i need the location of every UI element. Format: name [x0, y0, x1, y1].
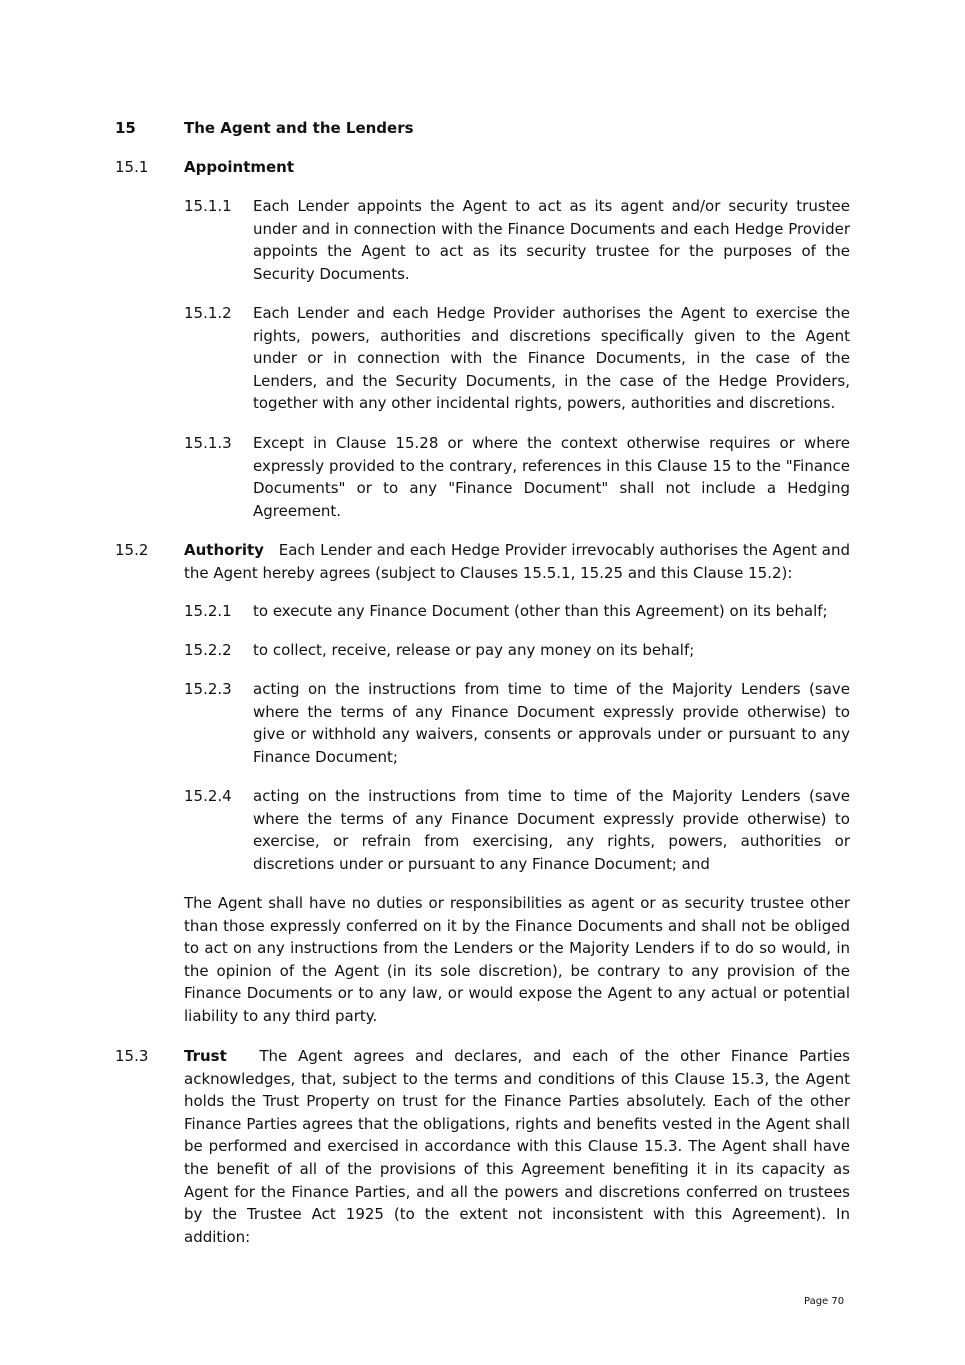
- clause-15-1-number: 15.1: [115, 158, 149, 176]
- clause-15-2-title: Authority: [184, 541, 264, 559]
- clause-15-1-3-number: 15.1.3: [184, 434, 232, 452]
- clause-15-1-title: Appointment: [184, 158, 295, 176]
- clause-15-3-text: The Agent agrees and declares, and each of the other Finance Parties acknowledges, that, subject to the terms and conditions of this Clause 15.3, the Agent holds the Trust Property on trust for the Finance Parties absolutely. Each of the other Finance Parties agrees that the obligations, rights and benefits vested in the Agent shall be performed and exercised in accordance with this Clause 15.3. The Agent shall have the benefit of all of the provisions of this Agreement benefiting it in its capacity as Agent for the Finance Parties, and all the powers and discretions conferred on trustees by the Trustee Act 1925 (to the extent not inconsistent with this Agreement). In addition:: [184, 1047, 850, 1246]
- clause-15-2-3-number: 15.2.3: [184, 680, 232, 698]
- clause-15-2-number: 15.2: [115, 541, 149, 559]
- clause-15-2-intro-text: Each Lender and each Hedge Provider irrevocably authorises the Agent and the Agent hereby agrees (subject to Clauses 15.5.1, 15.25 and this Clause 15.2):: [184, 541, 851, 582]
- clause-15-2-4-text: acting on the instructions from time to time of the Majority Lenders (save where the terms of any Finance Document expressly provide otherwise) to exercise, or refrain from exercising, any rights, powers, authorities or discretions under or pursuant to any Finance Document; and: [253, 787, 850, 873]
- clause-15-2-2-number: 15.2.2: [184, 641, 232, 659]
- page-number: Page 70: [804, 1296, 845, 1307]
- clause-15-2-closing: The Agent shall have no duties or responsibilities as agent or as security trustee other than those expressly conferred on it by the Finance Documents and shall not be obliged to act on any instructions from the Lenders or the Majority Lenders if to do so would, in the opinion of the Agent (in its sole discretion), be contrary to any provision of the Finance Documents or to any law, or would expose the Agent to any actual or potential liability to any third party.: [184, 894, 850, 1025]
- clause-15-3-body: [184, 1045, 850, 1248]
- clause-15-1-1-text: Each Lender appoints the Agent to act as its agent and/or security trustee under and in connection with the Finance Documents and each Hedge Provider appoints the Agent to act as its security trustee for the purposes of the Security Documents.: [253, 197, 850, 283]
- clause-15-1-2-number: 15.1.2: [184, 304, 232, 322]
- clause-15-1-1-number: 15.1.1: [184, 197, 232, 215]
- clause-15-3-title: Trust: [184, 1047, 227, 1065]
- clause-15-2-1-text: to execute any Finance Document (other than this Agreement) on its behalf;: [253, 602, 828, 620]
- clause-15-2-4-number: 15.2.4: [184, 787, 232, 805]
- clause-15-1-2-text: Each Lender and each Hedge Provider authorises the Agent to exercise the rights, powers, authorities and discretions specifically given to the Agent under or in connection with the Finance Documents, in the case of the Lenders, and the Security Documents, in the case of the Hedge Providers, together with any other incidental rights, powers, authorities and discretions.: [253, 304, 850, 413]
- clause-15-2-1-number: 15.2.1: [184, 602, 232, 620]
- clause-15-2-3-text: acting on the instructions from time to time of the Majority Lenders (save where the terms of any Finance Document expressly provide otherwise) to give or withhold any waivers, consents or approvals under or pursuant to any Finance Document;: [253, 680, 850, 766]
- section-title: The Agent and the Lenders: [184, 119, 414, 137]
- section-number: 15: [115, 119, 136, 137]
- clause-15-2-2-text: to collect, receive, release or pay any money on its behalf;: [253, 641, 695, 659]
- clause-15-2-intro: [184, 539, 850, 584]
- clause-15-3-number: 15.3: [115, 1047, 149, 1065]
- clause-15-1-3-text: Except in Clause 15.28 or where the context otherwise requires or where expressly provided to the contrary, references in this Clause 15 to the "Finance Documents" or to any "Finance Document" shall not include a Hedging Agreement.: [253, 434, 850, 520]
